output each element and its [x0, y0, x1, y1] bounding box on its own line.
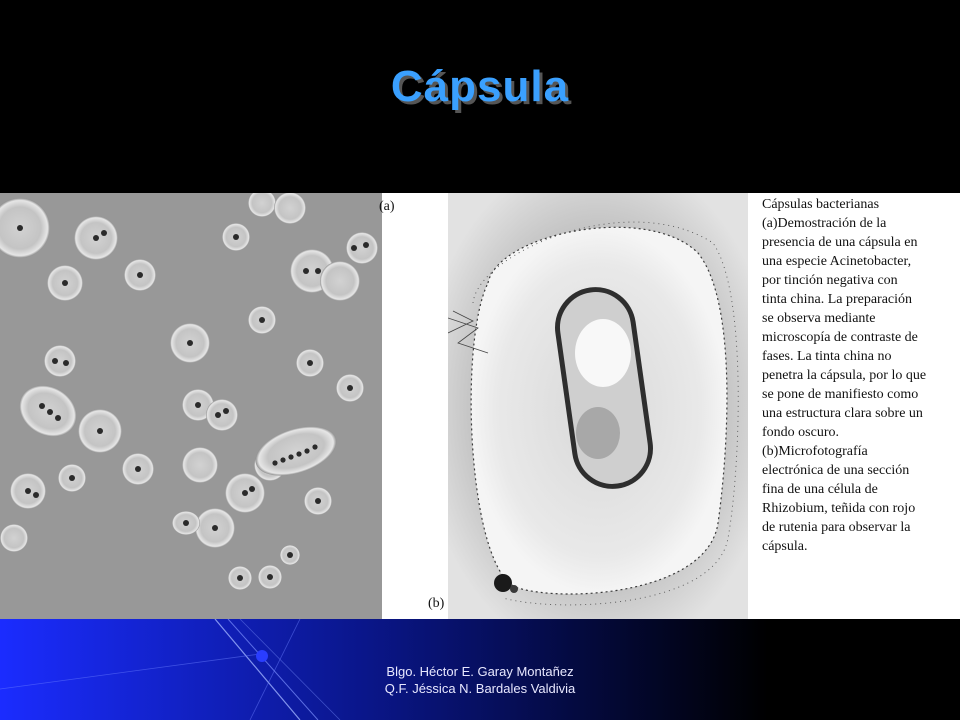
footer-author-1: Blgo. Héctor E. Garay Montañez	[386, 664, 574, 679]
caption-line: (b)Microfotografía	[762, 444, 868, 459]
caption-line: cápsula.	[762, 539, 808, 554]
figure-gap	[382, 193, 448, 619]
micrograph-a-image	[0, 193, 382, 619]
panel-label-b: (b)	[428, 596, 445, 611]
figure-caption	[762, 195, 958, 556]
micrograph-panel-b	[448, 193, 748, 619]
micrograph-panel-a	[0, 193, 382, 619]
caption-line: se pone de manifiesto como	[762, 387, 919, 402]
caption-line: fases. La tinta china no	[762, 349, 892, 364]
caption-line: por tinción negativa con	[762, 273, 898, 288]
footer-author-2: Q.F. Jéssica N. Bardales Valdivia	[384, 681, 576, 696]
panel-label-a: (a)	[379, 199, 395, 214]
caption-line: penetra la cápsula, por lo que	[762, 368, 927, 383]
caption-line: una estructura clara sobre un	[762, 406, 923, 421]
caption-line: tinta china. La preparación	[762, 292, 913, 307]
caption-line: microscopía de contraste de	[762, 330, 918, 345]
caption-line: Rhizobium, teñida con rojo	[762, 501, 916, 516]
figure-micrographs	[0, 193, 960, 619]
caption-line: (a)Demostración de la	[762, 216, 887, 231]
caption-line: de rutenia para observar la	[762, 520, 911, 535]
caption-line: Cápsulas bacterianas	[762, 197, 880, 212]
caption-line: fondo oscuro.	[762, 425, 839, 440]
caption-line: una especie Acinetobacter,	[762, 254, 912, 269]
slide-title: Cápsula	[390, 62, 570, 111]
micrograph-b-image	[448, 193, 748, 619]
caption-line: presencia de una cápsula en	[762, 235, 918, 250]
caption-line: electrónica de una sección	[762, 463, 910, 478]
caption-line: se observa mediante	[762, 311, 876, 326]
caption-line: fina de una célula de	[762, 482, 878, 497]
slide-footer	[0, 663, 960, 697]
